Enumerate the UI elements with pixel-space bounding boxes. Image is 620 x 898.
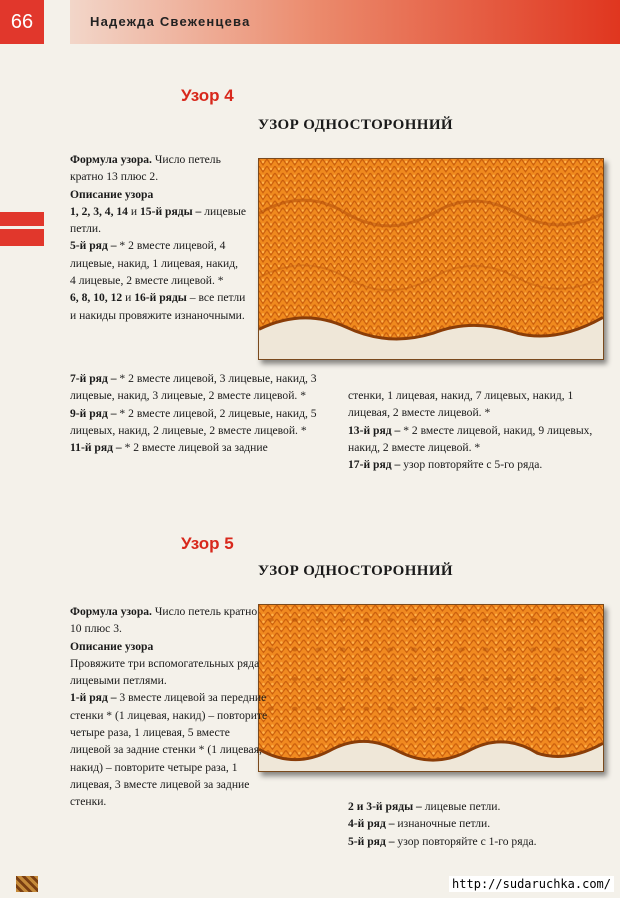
p4-formula-label: Формула узора. bbox=[70, 153, 152, 166]
p4-r7-label: 7-й ряд – bbox=[70, 372, 117, 385]
pattern5-text-right bbox=[348, 798, 606, 850]
p4-r17-label: 17-й ряд – bbox=[348, 458, 401, 472]
p5-r4-text: изнаночные петли. bbox=[394, 817, 491, 831]
p5-r5-text: узор повторяйте с 1-го ряда. bbox=[394, 834, 537, 848]
p5-r23-label: 2 и 3-й ряды – bbox=[348, 800, 422, 813]
p4-r17-text: узор повторяйте с 5-го ряда. bbox=[400, 458, 543, 472]
p5-r1-text: 3 вместе лицевой за передние стенки * (1 лицевая, накид) – повторите четыре раза, 1 лицевая, 5 вместе лицевой за задние стенки * (1 лицевая, накид) – повторите четыре раза, 1 лицевая, 3 вместе лицевой за задние стенки. bbox=[70, 691, 268, 809]
side-accent-bar bbox=[0, 212, 44, 246]
p4-r1-label: 1, 2, 3, 4, 14 bbox=[70, 204, 128, 218]
p5-r5-label: 5-й ряд – bbox=[348, 834, 395, 848]
source-url-watermark: http://sudaruchka.com/ bbox=[449, 876, 614, 892]
p4-r9-label: 9-й ряд – bbox=[70, 406, 117, 420]
p4-r5-text: * 2 вместе лицевой, 4 лицевые, накид, 1 лицевая, накид, 4 лицевые, 2 вместе лицевой. * bbox=[70, 239, 239, 288]
p4-formula-text: Число петель кратно 13 плюс 2. bbox=[70, 153, 221, 184]
pattern4-subtitle: УЗОР ОДНОСТОРОННИЙ bbox=[258, 117, 453, 133]
pattern5-title: Узор 5 bbox=[181, 534, 234, 553]
publisher-logo-icon bbox=[16, 876, 38, 892]
p4-r9-text: * 2 вместе лицевой, 2 лицевые, накид, 5 лицевых, накид, 2 лицевые, 2 вместе лицевой. * bbox=[70, 406, 317, 437]
p4-r7-text: * 2 вместе лицевой, 3 лицевые, накид, 3 лицевые, накид, 3 лицевые, 2 вместе лицевой. * bbox=[70, 372, 317, 403]
p4-r6-label: 6, 8, 10, 12 bbox=[70, 291, 123, 305]
p5-r23-text: лицевые петли. bbox=[421, 800, 501, 813]
p4-r1-label2: 15-й ряды – bbox=[139, 204, 202, 218]
pattern4-text-left bbox=[70, 151, 246, 324]
p5-r1-label: 1-й ряд – bbox=[70, 691, 117, 705]
p5-formula-text: Число петель кратно 10 плюс 3. bbox=[70, 605, 258, 636]
p4-r11-cont: стенки, 1 лицевая, накид, 7 лицевых, накид, 1 лицевая, 2 вместе лицевой. * bbox=[348, 389, 574, 420]
p4-r6-label2: 16-й ряды bbox=[134, 291, 187, 305]
p4-r5-label: 5-й ряд – bbox=[70, 239, 117, 253]
p4-r11-label: 11-й ряд – bbox=[70, 441, 122, 455]
p4-r6-and: и bbox=[122, 291, 135, 305]
header-gap bbox=[44, 0, 70, 44]
p5-desc-label: Описание узора bbox=[70, 639, 154, 653]
p5-intro: Провяжите три вспомогательных ряда лицевыми петлями. bbox=[70, 656, 260, 688]
pattern4-title: Узор 4 bbox=[181, 86, 234, 105]
pattern4-swatch-photo bbox=[258, 158, 604, 360]
pattern5-text-left bbox=[70, 603, 270, 811]
pattern5-swatch-photo bbox=[258, 604, 604, 772]
p4-r13-label: 13-й ряд – bbox=[348, 423, 401, 437]
pattern4-text-right bbox=[348, 387, 606, 473]
page-number: 66 bbox=[0, 0, 44, 44]
p4-r1-text: лицевые петли. bbox=[70, 204, 247, 236]
pattern5-subtitle: УЗОР ОДНОСТОРОННИЙ bbox=[258, 563, 453, 579]
p4-r11-text: * 2 вместе лицевой за задние bbox=[121, 441, 268, 455]
p4-r13-text: * 2 вместе лицевой, накид, 9 лицевых, накид, 2 вместе лицевой. * bbox=[348, 423, 593, 454]
p4-desc-label: Описание узора bbox=[70, 187, 154, 201]
p4-r6-text: – все петли и накиды провяжите изнаночными. bbox=[70, 291, 246, 322]
p5-r4-label: 4-й ряд – bbox=[348, 817, 395, 831]
author-name: Надежда Свеженцева bbox=[90, 14, 251, 29]
pattern4-text-bottom-left bbox=[70, 370, 332, 456]
p5-formula-label: Формула узора. bbox=[70, 605, 152, 618]
p4-r1-and: и bbox=[127, 204, 140, 218]
